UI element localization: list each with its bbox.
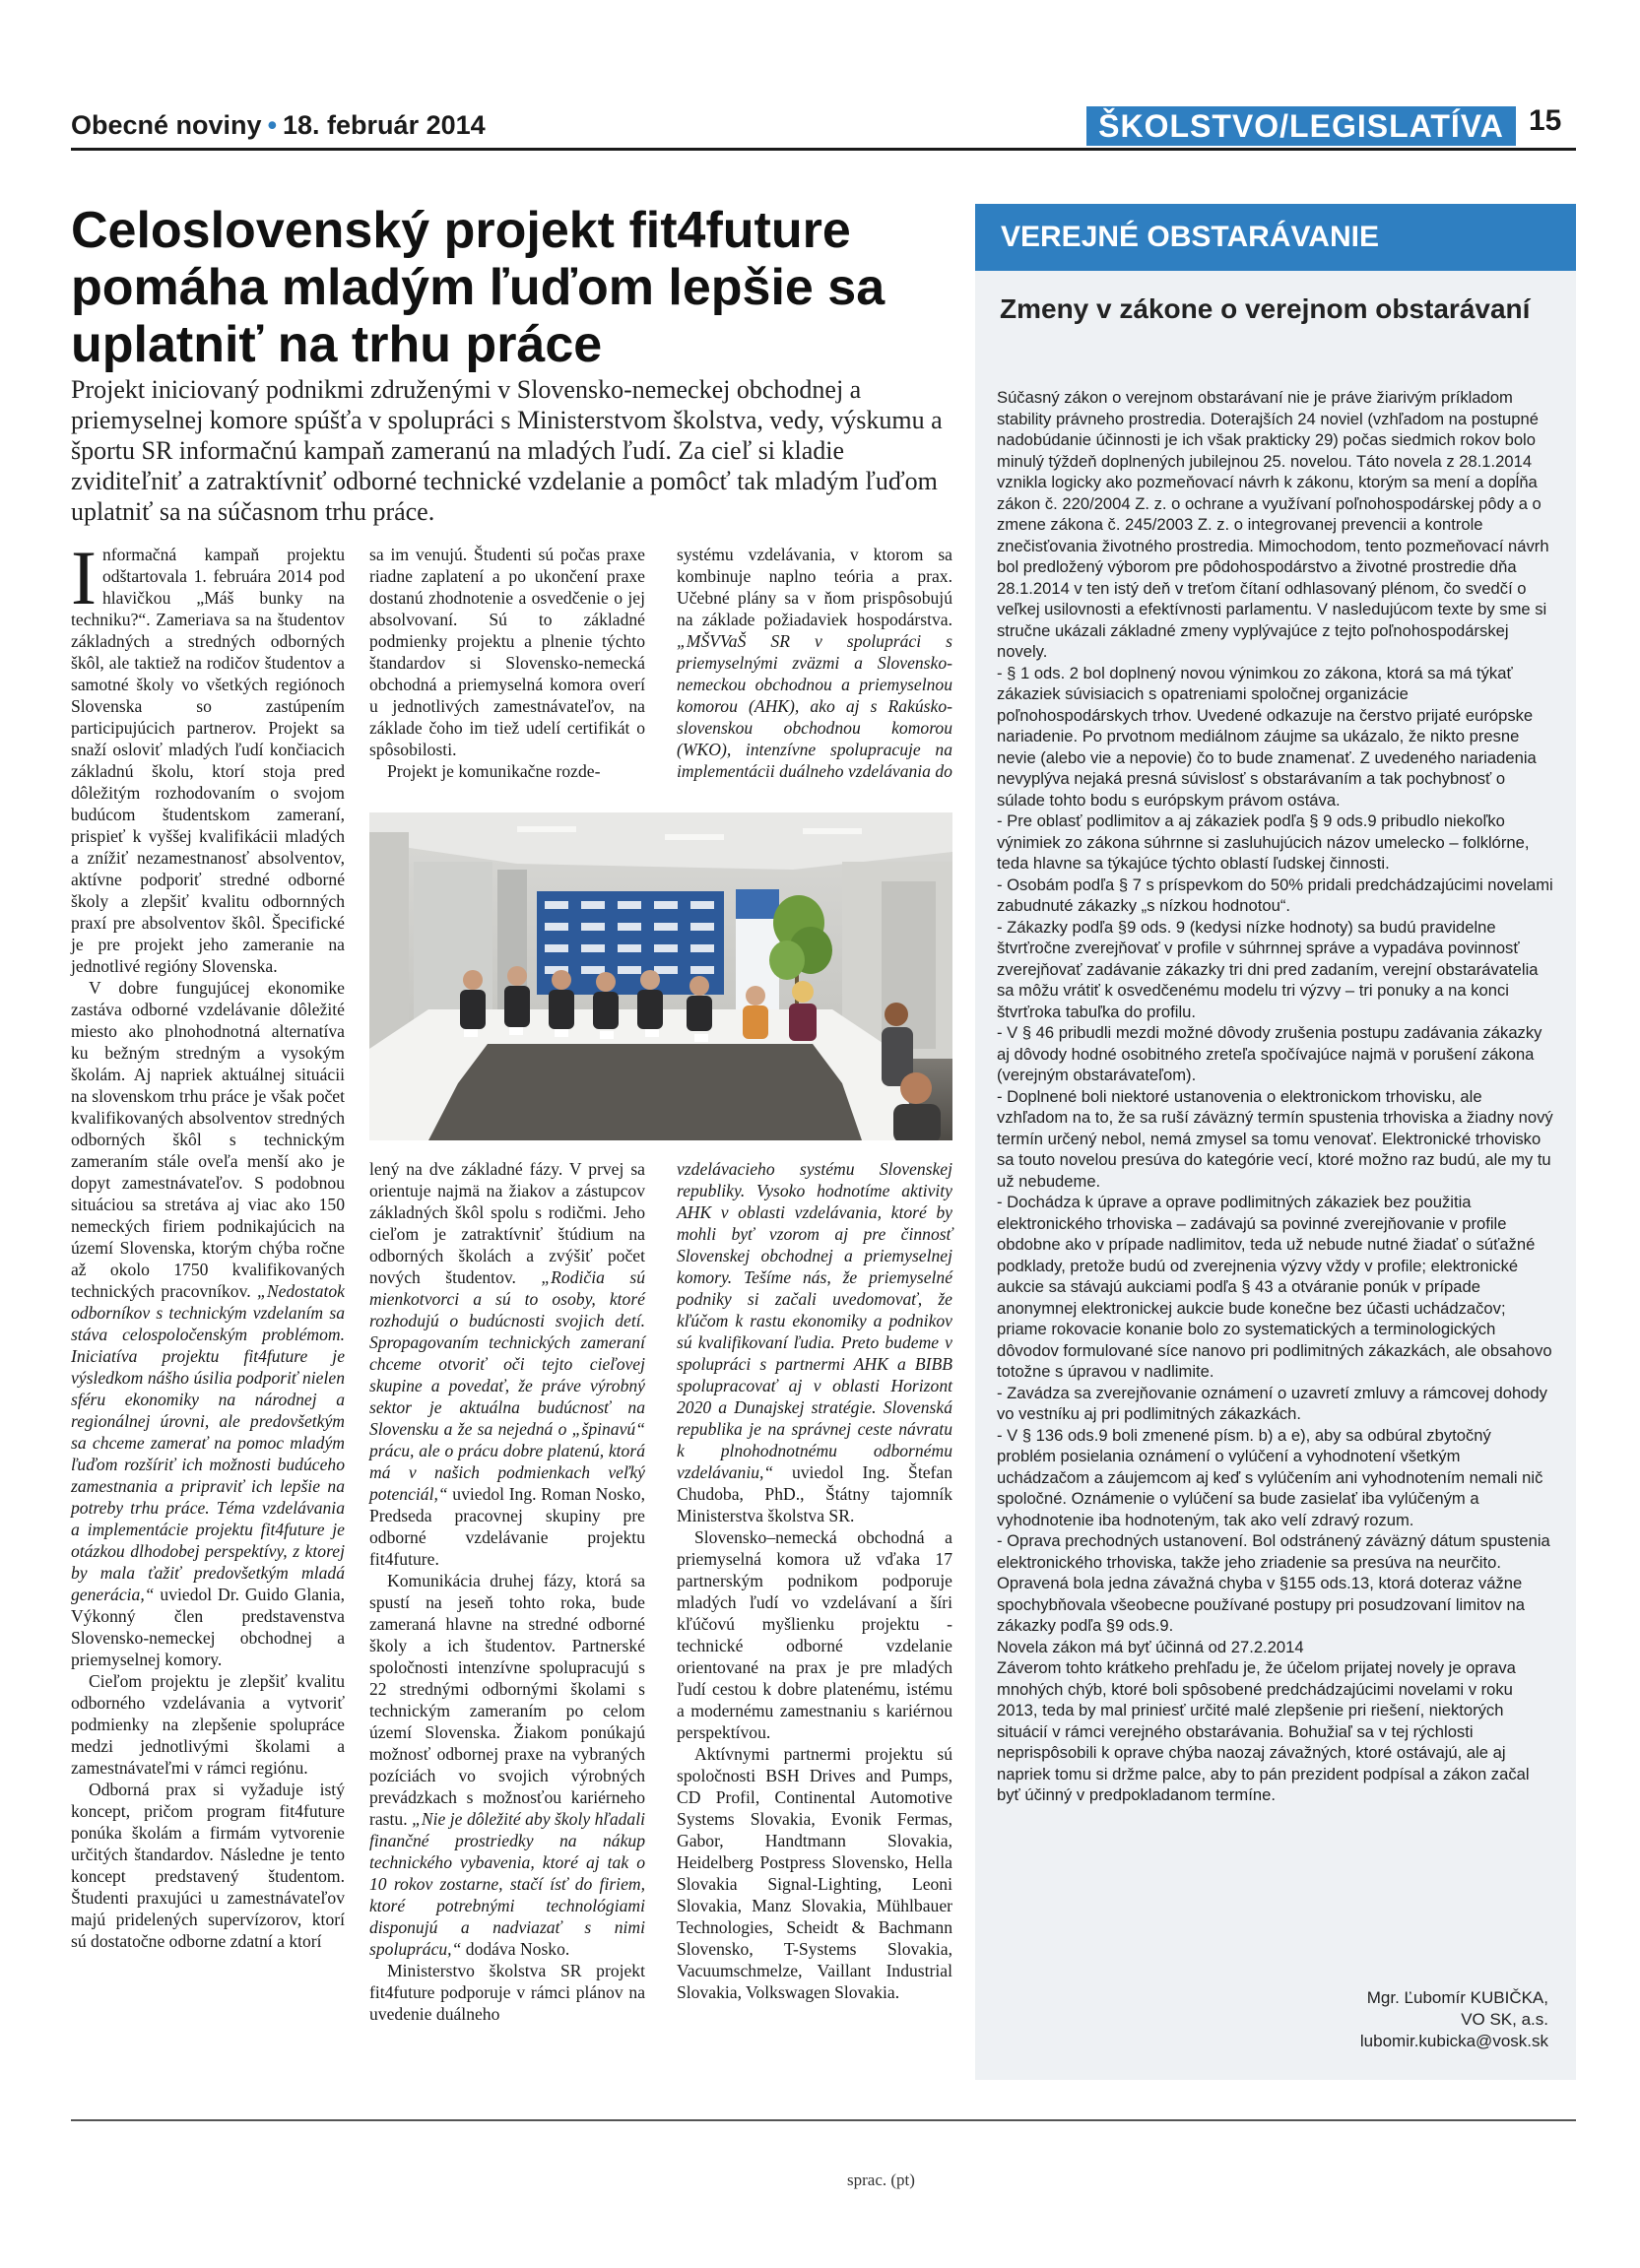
sidebar-paragraph: Novela zákon má byť účinná od 27.2.2014: [997, 1637, 1304, 1656]
article-title: Celoslovenský projekt fit4future pomáha mladým ľuďom lepšie sa uplatniť na trhu práce: [71, 202, 886, 373]
paragraph: Komunikácia druhej fázy, ktorá sa spustí na jeseň tohto roka, bude zameraná hlavne na stredné odborné školy a ich študentov. Partnerské spoločnosti intenzívne spolupracujú s 22 strednými odbornými školami s technickým zameraním po celom území Slovenska. Žiakom ponúkajú možnosť odbornej praxe na vybraných pozíciách vo svojich výrobných prevádzkach s možnosťou kariérneho rastu. „Nie je dôležité aby školy hľadali finančné prostriedky na nákup technického vybavenia, ktoré aj tak o 10 rokov zostarne, stačí ísť do firiem, ktoré potrebnými technológiami disponujú a nadviazať s nimi spoluprácu,“ dodáva Nosko.: [369, 1571, 646, 1959]
section-label: ŠKOLSTVO/LEGISLATÍVA: [1086, 106, 1516, 146]
masthead: [71, 110, 486, 141]
paragraph: lený na dve základné fázy. V prvej sa orientuje najmä na žiakov a zástupcov základných škôl spolu s rodičmi. Jeho cieľom je zatraktívniť štúdium na odborných školách a zvýšiť počet nových študentov. „Rodičia sú mienkotvorci a sú to osoby, ktoré rozhodujú o budúcnosti svojich detí. Spropagovaním technických zameraní chceme otvoriť oči tejto cieľovej skupine a povedať, že práve výrobný sektor je aktuálna budúcnosť na Slovensku a že sa nejedná o „špinavú“ prácu, ale o prácu dobre platenú, ktorá má v našich podmienkach veľký potenciál,“ uviedol Ing. Roman Nosko, Predseda pracovnej skupiny pre odborné vzdelávanie projektu fit4future.: [369, 1159, 645, 1569]
paragraph: Projekt je komunikačne rozde-: [387, 761, 601, 781]
sidebar-paragraph: - V § 136 ods.9 boli zmenené písm. b) a e), aby sa odbúral zbytočný problém posielania oznámení o vylúčení a vyhodnotení všetkým uchádzačom a záujemcom aj keď s vylúčením ani vyhodnotením nemali nič spoločné. Oznámenie o vylúčení sa bude zasielať iba vylúčeným a vyhodnotenie iba hodnoteným, tak ako velí zdravý rozum.: [997, 1425, 1543, 1529]
page-number: 15: [1529, 104, 1562, 137]
article-column-3-bottom: [677, 1158, 952, 2003]
article-column-2-bottom: [369, 1158, 645, 2025]
paragraph: sa im venujú. Študenti sú počas praxe riadne zaplatení a po ukončení praxe dostanú zhodnotenie a osvedčenie o jej absolvovaní. Sú to základné podmienky projektu a plnenie týchto štandardov si Slovensko-nemecká obchodná a priemyselná komora overí u jednotlivých zamestnávateľov, na základe čoho im tiež udelí certifikát o spôsobilosti.: [369, 545, 645, 759]
quote: „Nie je dôležité aby školy hľadali finančné prostriedky na nákup technického vybavenia, ktoré aj tak o 10 rokov zostarne, stačí ísť do firiem, ktoré potrebnými technológiami disponujú a nadviazať s nimi spoluprácu,“: [369, 1809, 646, 1959]
issue-date: 18. február 2014: [283, 110, 486, 140]
drop-cap: I: [71, 535, 97, 620]
sidebar-paragraph: - § 1 ods. 2 bol doplnený novou výnimkou zo zákona, ktorá sa má týkať zákaziek súvisiacich s opatreniami spoločnej organizácie poľnohospodárskych trhov. Uvedené odkazuje na čerstvo prijaté európske nariadenie. Po prvotnom mediálnom záujme sa ukázalo, že nikto presne nevie (alebo vie a nepovie) čo to bude znamenať. Z uvedeného nariadenia nevyplýva nejaká presná súvislosť s obstarávaním a tak pochybnosť o súlade tohto bodu s európskym právom ostáva.: [997, 663, 1537, 810]
paragraph: Slovensko–nemecká obchodná a priemyselná komora už vďaka 17 partnerským podnikom podporuje mladých ľudí vo vzdelávaní a šíri kľúčovú myšlienku projektu - technické odborné vzdelanie orientované na prax je pre mladých ľudí cestou k dobre platenému, istému a modernému zamestnaniu s kariérnou perspektívou.: [677, 1527, 952, 1742]
sidebar-paragraph: - Zavádza sa zverejňovanie oznámení o uzavretí zmluvy a rámcovej dohody vo vestníku aj pri podlimitných zákazkách.: [997, 1383, 1547, 1423]
author-credit: sprac. (pt): [847, 2171, 915, 2189]
paragraph: Informačná kampaň projektu odštartovala 1. februára 2014 pod hlavičkou „Máš bunky na techniku?“. Zameriava sa na študentov základných a stredných odborných škôl, ale taktiež na rodičov študentov a samotné školy vo všetkých regiónoch Slovenska so zastúpením participujúcich partnerov. Projekt sa snaží osloviť mladých ľudí končiacich základnú školu, ktorí stoja pred dôležitým rozhodovaním o svojom budúcom študentskom zameraní, prispieť k vyššej kvalifikácii mladých a znížiť nezamestnanosť absolventov, aktívne podporiť stredné odborné školy a zlepšiť kvalitu odbornných praxí pre absolventov škôl. Špecifické je pre projekt jeho zameranie na jednotlivé regióny Slovenska.: [71, 535, 345, 976]
sidebar-paragraph: - Dochádza k úprave a oprave podlimitných zákaziek bez použitia elektronického trhoviska – zadávajú sa povinné zverejňovanie v profile obdobne ako v prípade nadlimitov, teda už nebude nutné žiadať o súťažné podklady, pretože budú od zverejnenia výzvy vždy v profile; elektronické aukcie sa stávajú aukciami podľa § 43 a otváranie ponúk v prípade anonymnej elektronickej aukcie bude konečne bez účasti uchádzačov; priame rokovacie konanie bolo zo systematických a terminologických dôvodov formulované síce nanovo pri podlimitných zákazkách, ale obsahovo totožne s úpravou v nadlimite.: [997, 1193, 1552, 1381]
sidebar-paragraph: - Osobám podľa § 7 s príspevkom do 50% pridali predchádzajúcimi novelami zabudnuté zákazky „s nízkou hodnotou“.: [997, 875, 1553, 915]
article-column-2-top: [369, 544, 645, 782]
author-email[interactable]: lubomir.kubicka@vosk.sk: [1359, 2032, 1548, 2050]
article-column-3-top: [677, 544, 952, 782]
article-column-1: [71, 535, 345, 1952]
sidebar-body: [997, 387, 1554, 1806]
press-conference-image: [369, 812, 952, 1140]
sidebar-signature: [1182, 1987, 1548, 2052]
paragraph: Ministerstvo školstva SR projekt fit4future podporuje v rámci plánov na uvedenie duálneho: [369, 1961, 645, 2024]
paragraph: vzdelávacieho systému Slovenskej republiky. Vysoko hodnotíme aktivity AHK v oblasti vzdelávania, ktoré by mohli byť vzorom aj pre činnosť Slovenskej obchodnej a priemyselnej komory. Tešíme nás, že priemyselné podniky si začali uvedomovať, že kľúčom k rastu ekonomiky a podnikov sú kvalifikovaní ľudia. Preto budeme v spolupráci s partnermi AHK a BIBB spolupracovať aj v oblasti Horizont 2020 a Dunajskej stratégie. Slovenská republika je na správnej ceste návratu k plnohodnotnému odbornému vzdelávaniu,“ uviedol Ing. Štefan Chudoba, PhD., Štátny tajomník Ministerstva školstva SR.: [677, 1159, 952, 1525]
author-organization: VO SK, a.s.: [1461, 2010, 1548, 2029]
footer-rule: [71, 2119, 1576, 2121]
publication-name: Obecné noviny: [71, 110, 262, 140]
sidebar-paragraph: - Zákazky podľa §9 ods. 9 (kedysi nízke hodnoty) sa budú pravidelne štvrťročne zverejňovať v profile v súhrnnej správe a vypadáva povinnosť zverejňovať zadávanie zákazky tri dni pred zadaním, verejní obstarávatelia sa môžu vrátiť k osvedčenému modelu tri výzvy – tri ponuky a na konci štvrťroka tabuľka do profilu.: [997, 917, 1539, 1021]
paragraph: V dobre fungujúcej ekonomike zastáva odborné vzdelávanie dôležité miesto ako plnohodnotná alternatíva ku bežným stredným a vysokým školám. Aj napriek aktuálnej situácii na slovenskom trhu práce je však počet kvalifikovaných absolventov stredných odborných škôl s technickým zameraním stále oveľa menší ako je dopyt zamestnávateľov. S podobnou situáciou sa stretáva aj viac ako 150 nemeckých firiem podnikajúcich na území Slovenska, ktorým chýba ročne až okolo 1750 kvalifikovaných technických pracovníkov. „Nedostatok odborníkov s technickým vzdelaním sa stáva celospoločenským problémom. Iniciatíva projektu fit4future je výsledkom nášho úsilia podporiť nielen sféru ekonomiky na národnej a regionálnej úrovni, ale predovšetkým sa chceme zamerať na pomoc mladým ľuďom rozšíriť ich možnosti budúceho zamestnania a pripraviť ich lepšie na potreby trhu práce. Téma vzdelávania a implementácie projektu fit4future je otázkou dlhodobej perspektívy, z ktorej by mala ťažiť predovšetkým mladá generácia,“ uviedol Dr. Guido Glania, Výkonný člen predstavenstva Slovensko-nemeckej obchodnej a priemyselnej komory.: [71, 978, 345, 1669]
paragraph: Aktívnymi partnermi projektu sú spoločnosti BSH Drives and Pumps, CD Profil, Continental Automotive Systems Slovakia, Evonik Fermas, Gabor, Handtmann Slovakia, Heidelberg Postpress Slovensko, Hella Slovakia Signal-Lighting, Leoni Slovakia, Manz Slovakia, Mühlbauer Technologies, Scheidt & Bachmann Slovensko, T-Systems Slovakia, Vacuumschmelze, Vaillant Industrial Slovakia, Volkswagen Slovakia.: [677, 1744, 952, 2002]
conference-photo: [369, 812, 952, 1140]
header-rule: [71, 148, 1576, 151]
quote: vzdelávacieho systému Slovenskej republiky. Vysoko hodnotíme aktivity AHK v oblasti vzdelávania, ktoré by mohli byť vzorom aj pre činnosť Slovenskej obchodnej a priemyselnej komory. Tešíme nás, že priemyselné podniky si začali uvedomovať, že kľúčom k rastu ekonomiky a podnikov sú kvalifikovaní ľudia. Preto budeme v spolupráci s partnermi AHK a BIBB spolupracovať aj v oblasti Horizont 2020 a Dunajskej stratégie. Slovenská republika je na správnej ceste návratu k plnohodnotnému odbornému vzdelávaniu,“: [677, 1159, 952, 1482]
quote: „Rodičia sú mienkotvorci a sú to osoby, ktoré rozhodujú o budúcnosti svojich detí. Spropagovaním technických zameraní chceme otvoriť oči tejto cieľovej skupine a povedať, že práve výrobný sektor je aktuálna budúcnosť na Slovensku a že sa nejedná o „špinavú“ prácu, ale o prácu dobre platenú, ktorá má v našich podmienkach veľký potenciál,“: [369, 1267, 645, 1504]
paragraph: Cieľom projektu je zlepšiť kvalitu odborného vzdelávania a vytvoriť podmienky na zlepšenie spolupráce medzi jednotlivými školami a zamestnávateľmi v rámci regiónu.: [71, 1671, 345, 1778]
quote: „Nedostatok odborníkov s technickým vzdelaním sa stáva celospoločenským problémom. Iniciatíva projektu fit4future je výsledkom nášho úsilia podporiť nielen sféru ekonomiky na národnej a regionálnej úrovni, ale predovšetkým sa chceme zamerať na pomoc mladým ľuďom rozšíriť ich možnosti budúceho zamestnania a pripraviť ich lepšie na potreby trhu práce. Téma vzdelávania a implementácie projektu fit4future je otázkou dlhodobej perspektívy, z ktorej by mala ťažiť predovšetkým mladá generácia,“: [71, 1281, 345, 1604]
sidebar-paragraph: - Pre oblasť podlimitov a aj zákaziek podľa § 9 ods.9 pribudlo niekoľko výnimiek zo zákona súhrnne si zasluhujúcich názov umelecko – folklórne, teda hlavne sa týkajúce týchto oblastí ľudskej činnosti.: [997, 811, 1530, 873]
sidebar-paragraph: - Oprava prechodných ustanovení. Bol odstránený záväzný dátum spustenia elektronického trhoviska, takže jeho zriadenie sa presúva na neurčito. Opravená bola jedna závažná chyba v §155 ods.13, ktorá doteraz vážne spochybňovala všeobecne používané postupy pri posudzovaní limitov na zákazky podľa §9 ods.9.: [997, 1531, 1550, 1635]
paragraph: systému vzdelávania, v ktorom sa kombinuje naplno teória a prax. Učebné plány sa v ňom prispôsobujú na základe požiadaviek hospodárstva. „MŠVVaŠ SR v spolupráci s priemyselnými zväzmi a Slovensko-nemeckou obchodnou a priemyselnou komorou (AHK), ako aj s Rakúsko-slovenskou obchodnou komorou (WKO), intenzívne spolupracuje na implementácii duálneho vzdelávania do: [677, 545, 952, 781]
sidebar-heading: VEREJNÉ OBSTARÁVANIE: [975, 204, 1576, 271]
sidebar-paragraph: - Doplnené boli niektoré ustanovenia o elektronickom trhovisku, ale vzhľadom na to, že sa ruší záväzný termín spustenia trhoviska a žiadny nový termín určený nebol, nemá zmysel sa tomu venovať. Elektronické trhovisko sa touto novelou presúva do kategórie vecí, ktoré možno raz budú, ale my tu už nebudeme.: [997, 1086, 1553, 1191]
sidebar-paragraph: Záverom tohto krátkeho prehľadu je, že účelom prijatej novely je oprava mnohých chýb, ktoré boli spôsobené predchádzajúcimi novelami v roku 2013, teda by mal priniesť určité malé zlepšenie pri riešení, niektorých situácií v rámci verejného obstarávania. Bohužiaľ sa v tej rýchlosti neprispôsobili k oprave chýba naozaj závažných, ktoré ostávajú, ale aj napriek tomu si držme palce, aby to pán prezident podpísal a zákon začal byť účinný v predpokladanom termíne.: [997, 1658, 1530, 1804]
sidebar-paragraph: - V § 46 pribudli mezdi možné dôvody zrušenia postupu zadávania zákazky aj dôvody hodné osobitného zreteľa spočívajúce najmä v porušení zákona (verejným obstarávateľom).: [997, 1023, 1542, 1084]
separator-dot: •: [267, 110, 278, 140]
sidebar-paragraph: Súčasný zákon o verejnom obstarávaní nie je práve žiarivým príkladom stability právneho prostredia. Doterajších 24 noviel (vzhľadom na postupné nadobúdanie účinnosti je ich však prakticky 29) počas siedmich rokov bolo minulý týždeň doplnených jubilejnou 25. novelou. Táto novela z 28.1.2014 vznikla logicky ako pozmeňovací návrh k zákonu, ktorým sa mení a dopĺňa zákon č. 220/2004 Z. z. o ochrane a využívaní poľnohospodárskej pôdy a o zmene zákona č. 245/2003 Z. z. o integrovanej prevencii a kontrole znečisťovania životného prostredia. Mimochodom, tento pozmeňovací návrh bol predložený výborom pre pôdohospodárstvo a životné prostredie dňa 28.1.2014 v ten istý deň v treťom čítaní odhlasovaný plénom, čo svedčí o veľkej usilovnosti a efektívnosti parlamentu. V nasledujúcom texte by sme si stručne ukázali základné zmeny vyplývajúce z tejto poľnohospodárskej novely.: [997, 388, 1549, 661]
paragraph: Odborná prax si vyžaduje istý koncept, pričom program fit4future ponúka školám a firmám vytvorenie určitých štandardov. Následne je tento koncept predstavený študentom. Študenti praxujúci u zamestnávateľov majú pridelených supervízorov, ktorí sú dostatočne odborne zdatní a ktorí: [71, 1780, 345, 1951]
sidebar-title: Zmeny v zákone o verejnom obstarávaní: [1000, 293, 1531, 324]
article-lede: Projekt iniciovaný podnikmi združenými v Slovensko-nemeckej obchodnej a priemyselnej komore spúšťa v spolupráci s Ministerstvom školstva, vedy, výskumu a športu SR informačnú kampaň zameranú na mladých ľudí. Za cieľ si kladie zviditeľniť a zatraktívniť odborné technické vzdelanie a pomôcť tak mladým ľuďom uplatniť sa na súčasnom trhu práce.: [71, 375, 943, 526]
quote: „MŠVVaŠ SR v spolupráci s priemyselnými zväzmi a Slovensko-nemeckou obchodnou a priemyselnou komorou (AHK), ako aj s Rakúsko-slovenskou obchodnou komorou (WKO), intenzívne spolupracuje na implementácii duálneho vzdelávania do: [677, 631, 952, 781]
author-name: Mgr. Ľubomír KUBIČKA,: [1366, 1988, 1548, 2007]
